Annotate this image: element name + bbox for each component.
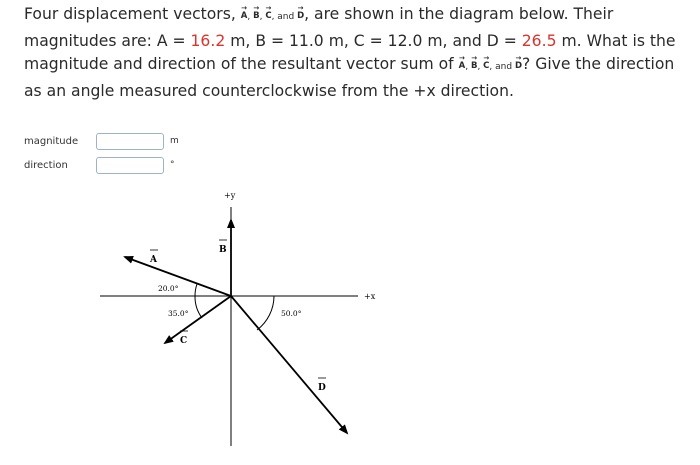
magnitude-label: magnitude	[24, 135, 79, 147]
direction-label: direction	[24, 159, 68, 171]
magnitude-b-value: 11.0	[289, 31, 324, 50]
y-axis-label: +y	[224, 191, 236, 200]
svg-text:C: C	[180, 336, 188, 346]
vector-c-label	[180, 331, 188, 346]
svg-text:D: D	[318, 383, 326, 393]
vector-b-label	[219, 240, 227, 255]
angle-d-label: 50.0°	[281, 309, 302, 318]
vector-a-symbol: → A	[241, 5, 248, 29]
vector-b-symbol: → B	[253, 5, 259, 29]
vector-c-arrow	[165, 296, 231, 343]
vector-d-symbol: → D	[297, 5, 304, 29]
angle-c-label: 35.0°	[168, 309, 189, 318]
magnitude-c-value: 12.0	[387, 31, 423, 50]
question-text: Four displacement vectors, → A, → B, → C, and → D, are shown in the diagram below. Their magnitudes are: A = 16.2 m, B = 11.0 m, C = 12.0 m, and D = 26.5 m. What is the magnitude and direction of the resultant vector sum of → A, → B, → C, and → D? Give the direction as an angle measured counterclockwise from the +x direction.	[24, 3, 696, 104]
svg-text:A: A	[150, 255, 157, 265]
angle-a-label: 20.0°	[158, 284, 179, 293]
angle-a-arc	[195, 284, 197, 296]
vector-a-label	[149, 250, 158, 265]
vector-c-symbol: → C	[265, 5, 271, 29]
vector-d-label	[318, 378, 326, 393]
direction-unit: °	[170, 160, 175, 170]
magnitude-unit: m	[170, 136, 179, 146]
angle-c-arc	[195, 296, 202, 318]
x-axis-label: +x	[364, 292, 376, 301]
magnitude-a-value: 16.2	[190, 31, 226, 50]
svg-text:B: B	[219, 245, 227, 255]
angle-d-arc	[257, 296, 274, 330]
magnitude-d-value: 26.5	[521, 31, 557, 50]
